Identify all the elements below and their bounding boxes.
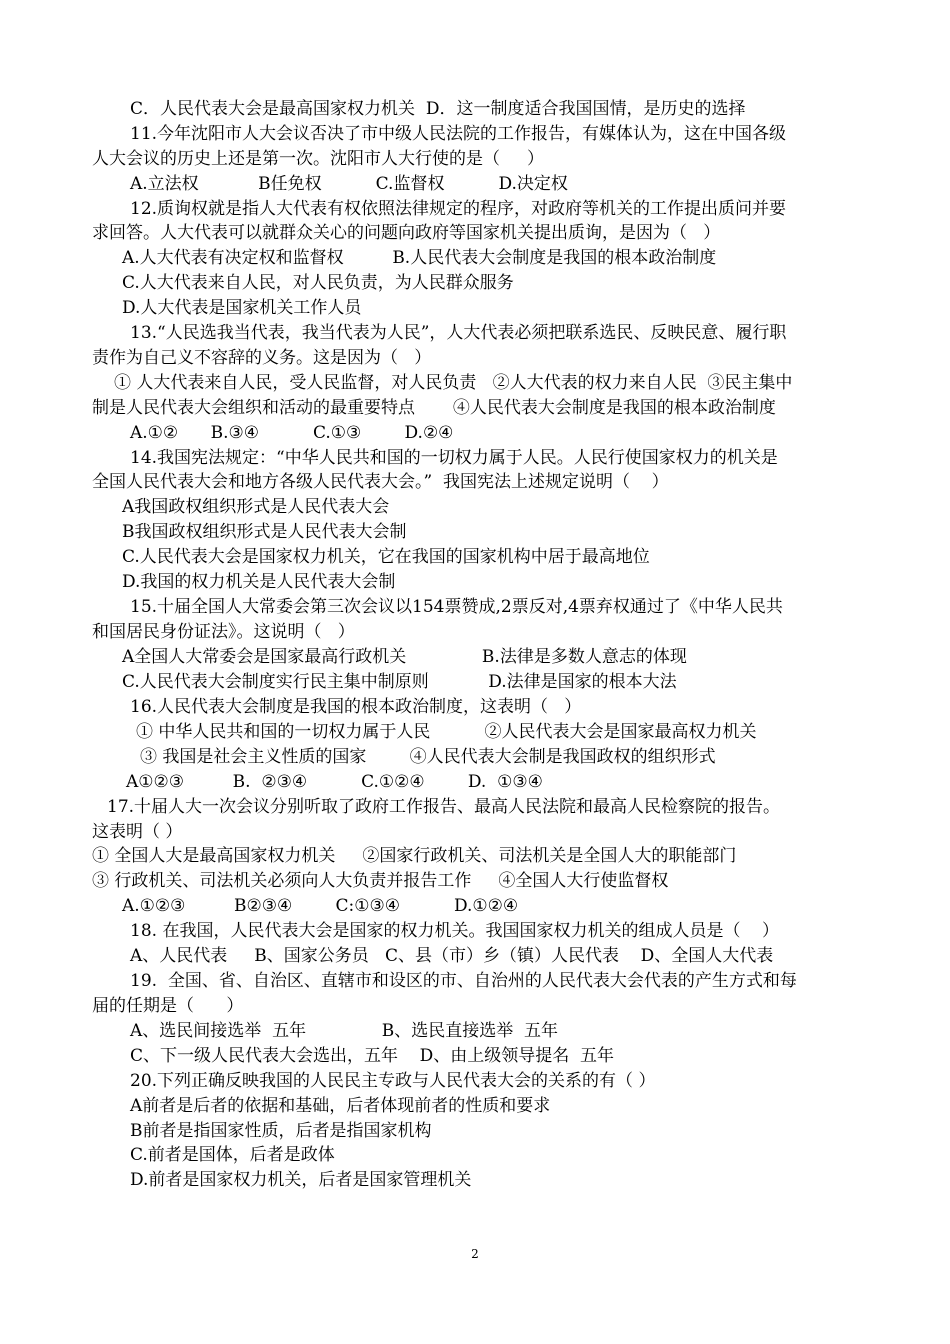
text-line: A、人民代表 B、国家公务员 C、县（市）乡（镇）人民代表 D、全国人大代表 <box>130 946 774 966</box>
text-line: C.人大代表来自人民，对人民负责，为人民群众服务 <box>122 273 514 293</box>
text-line: ③ 行政机关、司法机关必须向人大负责并报告工作 ④全国人大行使监督权 <box>92 871 669 891</box>
text-line: 14.我国宪法规定：“中华人民共和国的一切权力属于人民。人民行使国家权力的机关是 <box>130 448 778 468</box>
text-line: ① 人大代表来自人民，受人民监督，对人民负责 ②人大代表的权力来自人民 ③民主集中 <box>114 373 793 393</box>
text-line: C、下一级人民代表大会选出，五年 D、由上级领导提名 五年 <box>130 1046 615 1066</box>
text-line: C.前者是国体，后者是政体 <box>130 1145 335 1165</box>
text-line: A、选民间接选举 五年 B、选民直接选举 五年 <box>130 1021 559 1041</box>
text-line: A全国人大常委会是国家最高行政机关 B.法律是多数人意志的体现 <box>122 647 687 667</box>
text-line: 全国人民代表大会和地方各级人民代表大会。” 我国宪法上述规定说明（ ） <box>92 472 669 492</box>
text-line: 这表明（ ） <box>92 822 183 842</box>
text-line: A前者是后者的依据和基础，后者体现前者的性质和要求 <box>130 1096 551 1116</box>
text-line: 届的任期是（ ） <box>92 996 244 1016</box>
text-line: D.前者是国家权力机关，后者是国家管理机关 <box>130 1170 472 1190</box>
text-line: ① 中华人民共和国的一切权力属于人民 ②人民代表大会是国家最高权力机关 <box>136 722 757 742</box>
text-line: A.人大代表有决定权和监督权 B.人民代表大会制度是我国的根本政治制度 <box>122 248 717 268</box>
text-line: 19. 全国、省、自治区、直辖市和设区的市、自治州的人民代表大会代表的产生方式和每 <box>130 971 797 991</box>
text-line: 人大会议的历史上还是第一次。沈阳市人大行使的是（ ） <box>92 149 545 169</box>
text-line: A我国政权组织形式是人民代表大会 <box>122 497 390 517</box>
text-line: C.人民代表大会是国家权力机关，它在我国的国家机构中居于最高地位 <box>122 547 650 567</box>
text-line: 16.人民代表大会制度是我国的根本政治制度，这表明（ ） <box>130 697 582 717</box>
text-line: D.人大代表是国家机关工作人员 <box>122 298 362 318</box>
text-line: D.我国的权力机关是人民代表大会制 <box>122 572 396 592</box>
text-line: A.①② B.③④ C.①③ D.②④ <box>130 423 454 443</box>
text-line: B前者是指国家性质，后者是指国家机构 <box>130 1121 432 1141</box>
text-line: A.①②③ B②③④ C:①③④ D.①②④ <box>122 896 519 916</box>
text-line: 15.十届全国人大常委会第三次会议以154票赞成,2票反对,4票弃权通过了《中华人民共 <box>130 597 783 617</box>
text-line: ① 全国人大是最高国家权力机关 ②国家行政机关、司法机关是全国人大的职能部门 <box>92 846 737 866</box>
text-line: 和国居民身份证法》。这说明（ ） <box>92 622 355 642</box>
text-line: C．人民代表大会是最高国家权力机关 D．这一制度适合我国国情，是历史的选择 <box>130 99 746 119</box>
text-line: 责作为自己义不容辞的义务。这是因为（ ） <box>92 348 432 368</box>
text-line: C.人民代表大会制度实行民主集中制原则 D.法律是国家的根本大法 <box>122 672 677 692</box>
text-line: A①②③ B. ②③④ C.①②④ D. ①③④ <box>126 772 543 792</box>
text-line: ③ 我国是社会主义性质的国家 ④人民代表大会制是我国政权的组织形式 <box>140 747 716 767</box>
text-line: 11.今年沈阳市人大会议否决了市中级人民法院的工作报告，有媒体认为，这在中国各级 <box>130 124 787 144</box>
text-line: 12.质询权就是指人大代表有权依照法律规定的程序，对政府等机关的工作提出质问并要 <box>130 199 787 219</box>
text-line: B我国政权组织形式是人民代表大会制 <box>122 522 407 542</box>
text-line: 18. 在我国，人民代表大会是国家的权力机关。我国国家权力机关的组成人员是（ ） <box>130 921 780 941</box>
text-line: 17.十届人大一次会议分别听取了政府工作报告、最高人民法院和最高人民检察院的报告。 <box>107 797 781 817</box>
text-line: 13.“人民选我当代表，我当代表为人民”，人大代表必须把联系选民、反映民意、履行职 <box>130 323 787 343</box>
text-line: 20.下列正确反映我国的人民民主专政与人民代表大会的关系的有（ ） <box>130 1071 656 1091</box>
text-line: 制是人民代表大会组织和活动的最重要特点 ④人民代表大会制度是我国的根本政治制度 <box>92 398 776 418</box>
page-number: 2 <box>471 1247 479 1261</box>
text-line: A.立法权 B任免权 C.监督权 D.决定权 <box>130 174 568 194</box>
text-line: 求回答。人大代表可以就群众关心的问题向政府等国家机关提出质询，是因为（ ） <box>92 223 721 243</box>
